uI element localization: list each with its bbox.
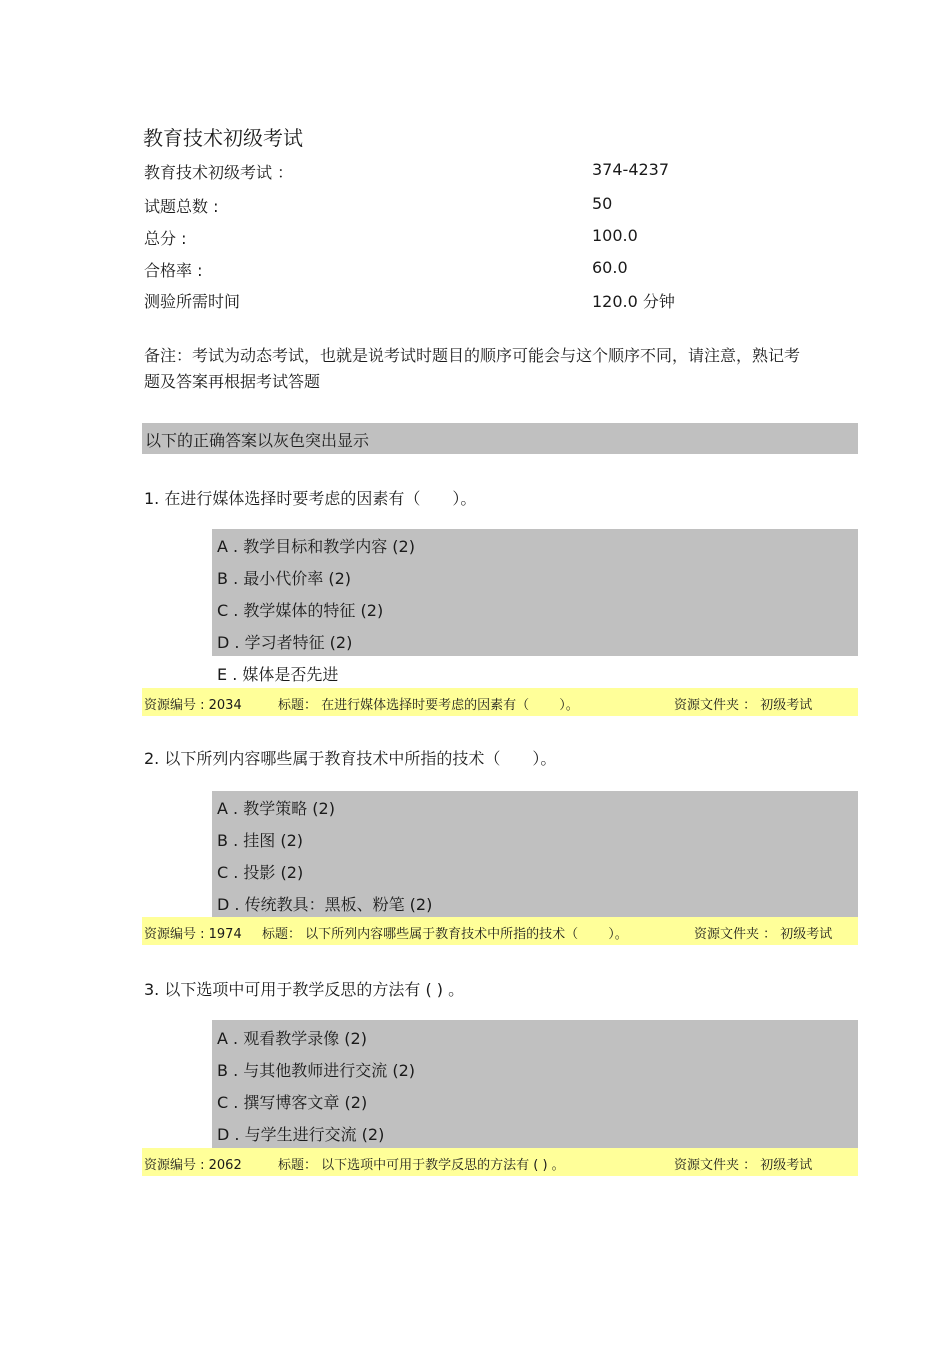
answer-highlight-banner <box>142 423 858 454</box>
info-label-exam: 教育技术初级考试 ： <box>144 163 294 182</box>
resource-folder: 资源文件夹 ： 初级考试 <box>694 927 833 942</box>
option-item: E . 媒体是否先进 <box>217 665 339 684</box>
resource-id: 资源编号 : 1974 <box>144 927 242 942</box>
resource-title: 标题： 以下选项中可用于教学反思的方法有 ( ) 。 <box>278 1158 565 1173</box>
resource-folder: 资源文件夹 ： 初级考试 <box>674 1158 813 1173</box>
option-item: D . 与学生进行交流 (2) <box>217 1125 385 1144</box>
info-value-total-score: 100.0 <box>592 226 638 245</box>
option-item: A . 观看教学录像 (2) <box>217 1029 367 1048</box>
option-item: B . 挂图 (2) <box>217 831 303 850</box>
exam-title: 教育技术初级考试 <box>143 126 303 150</box>
question-2: 2. 以下所列内容哪些属于教育技术中所指的技术（ ）。 <box>144 749 557 768</box>
info-label-pass-rate: 合格率 : <box>144 261 203 280</box>
resource-id: 资源编号 : 2034 <box>144 698 242 713</box>
exam-note: 备注：考试为动态考试，也就是说考试时题目的顺序可能会与这个顺序不同，请注意，熟记考题及答案再根据考试答题 <box>144 346 801 391</box>
info-value-exam-code: 374-4237 <box>592 160 670 179</box>
question-1: 1. 在进行媒体选择时要考虑的因素有（ ）。 <box>144 489 477 508</box>
info-value-time: 120.0 分钟 <box>592 292 675 311</box>
option-item: B . 最小代价率 (2) <box>217 569 351 588</box>
info-label-time: 测验所需时间 <box>144 292 241 311</box>
option-item: C . 教学媒体的特征 (2) <box>217 601 384 620</box>
resource-folder: 资源文件夹 ： 初级考试 <box>674 698 813 713</box>
option-item: A . 教学策略 (2) <box>217 799 335 818</box>
option-item: D . 学习者特征 (2) <box>217 633 353 652</box>
question-3: 3. 以下选项中可用于教学反思的方法有 ( ) 。 <box>144 980 465 999</box>
option-item: C . 投影 (2) <box>217 863 304 882</box>
info-value-pass-rate: 60.0 <box>592 258 628 277</box>
banner-text: 以下的正确答案以灰色突出显示 <box>145 431 370 450</box>
info-label-total-questions: 试题总数 : <box>144 197 219 216</box>
info-value-total-questions: 50 <box>592 194 613 213</box>
resource-meta-bar <box>142 917 858 945</box>
option-item: C . 撰写博客文章 (2) <box>217 1093 368 1112</box>
resource-title: 标题： 以下所列内容哪些属于教育技术中所指的技术（ ）。 <box>262 927 628 942</box>
option-item: A . 教学目标和教学内容 (2) <box>217 537 415 556</box>
resource-id: 资源编号 : 2062 <box>144 1158 242 1173</box>
resource-meta-bar <box>142 688 858 716</box>
option-item: D . 传统教具：黑板、粉笔 (2) <box>217 895 433 914</box>
resource-meta-bar <box>142 1148 858 1176</box>
option-item: B . 与其他教师进行交流 (2) <box>217 1061 415 1080</box>
resource-title: 标题： 在进行媒体选择时要考虑的因素有（ ）。 <box>278 698 579 713</box>
info-label-total-score: 总分 : <box>144 229 187 248</box>
